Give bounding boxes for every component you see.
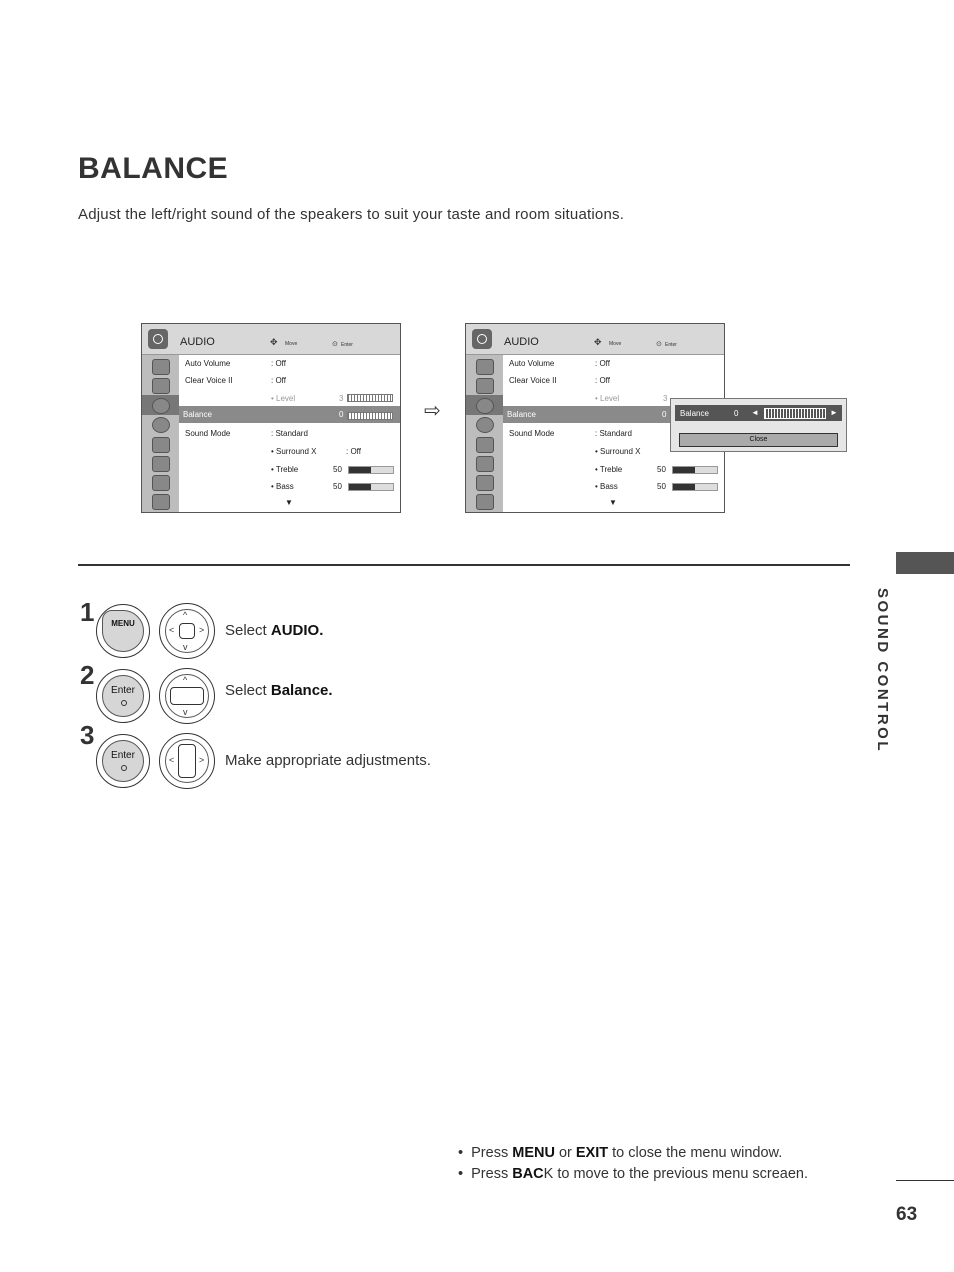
treble-bar-fill: [673, 467, 695, 473]
nav-pad-up-down[interactable]: [159, 668, 215, 724]
osd-sidebar: [142, 355, 179, 512]
section-divider: [78, 564, 850, 566]
scroll-down-icon: ▼: [609, 498, 617, 507]
scroll-down-icon: ▼: [285, 498, 293, 507]
step-text: Make appropriate adjustments.: [225, 752, 431, 769]
audio-icon: [152, 398, 170, 414]
treble-bar-fill: [349, 467, 371, 473]
speaker-icon: [472, 329, 492, 349]
osd-sub-label: • Surround X: [271, 447, 317, 456]
balance-popup: [670, 398, 847, 452]
step-number: 2: [80, 660, 95, 690]
right-arrow-icon[interactable]: ►: [830, 408, 838, 417]
balance-scale: [764, 408, 826, 419]
option-icon: [152, 437, 170, 453]
note-bold: EXIT: [575, 1145, 609, 1161]
step-1-text: [225, 622, 323, 639]
enter-button-label: Enter: [111, 685, 135, 696]
osd-screen-before: [141, 323, 401, 513]
step-2-text: [225, 682, 333, 699]
osd-sidebar: [466, 355, 503, 512]
enter-label: Enter: [665, 342, 677, 348]
osd-title: AUDIO: [504, 336, 539, 348]
osd-row-label: Balance: [507, 410, 536, 419]
bass-bar-fill: [349, 484, 371, 490]
level-scale: [347, 394, 393, 402]
osd-row-label: Clear Voice II: [185, 376, 233, 385]
menu-button[interactable]: [96, 604, 150, 658]
treble-bar: [672, 466, 718, 474]
osd-row-value: 0: [662, 410, 667, 419]
note-bold: BAC: [512, 1166, 544, 1182]
osd-row-label: Sound Mode: [185, 429, 231, 438]
note-text: to close the menu window.: [608, 1145, 783, 1161]
enter-button[interactable]: [96, 669, 150, 723]
enter-dot-icon: [121, 700, 127, 706]
section-tab-label: SOUND CONTROL: [874, 588, 891, 753]
down-chevron-icon: v: [183, 707, 188, 717]
close-button[interactable]: Close: [679, 433, 838, 447]
bass-bar-fill: [673, 484, 695, 490]
left-arrow-icon[interactable]: ◄: [751, 408, 759, 417]
osd-title: AUDIO: [180, 336, 215, 348]
step-text: Select: [225, 682, 271, 699]
osd-header: [142, 324, 400, 355]
usb-icon: [152, 494, 170, 510]
step-bold-text: AUDIO.: [270, 622, 324, 639]
bullet: •: [458, 1166, 464, 1182]
balance-adjust-bar[interactable]: [675, 405, 842, 421]
osd-row-label: Clear Voice II: [509, 376, 557, 385]
note-bold: MENU: [512, 1145, 555, 1161]
input-icon: [152, 475, 170, 491]
bass-bar: [348, 483, 394, 491]
move-icon: ✥: [270, 337, 278, 347]
nav-center: [178, 744, 196, 778]
osd-row-label: Auto Volume: [509, 359, 555, 368]
enter-label: Enter: [341, 342, 353, 348]
up-chevron-icon: ^: [183, 675, 188, 685]
step-number: 1: [80, 597, 95, 627]
osd-sub-label: • Level: [595, 394, 620, 403]
osd-sub-label: • Bass: [595, 482, 618, 491]
up-chevron-icon: ^: [183, 610, 188, 620]
move-label: Move: [609, 341, 622, 347]
left-chevron-icon: <: [169, 755, 175, 765]
speaker-icon: [148, 329, 168, 349]
note-text: K to move to the previous menu screaen.: [543, 1166, 809, 1182]
time-icon: [152, 417, 170, 433]
enter-icon: ⊙: [332, 341, 338, 348]
input-icon: [476, 475, 494, 491]
osd-sub-label: • Treble: [271, 465, 299, 474]
osd-row-value: : Off: [595, 376, 610, 385]
osd-row-label: Auto Volume: [185, 359, 231, 368]
audio-icon: [476, 398, 494, 414]
nav-pad-left-right[interactable]: [159, 733, 215, 789]
osd-sub-label: • Bass: [271, 482, 294, 491]
option-icon: [476, 437, 494, 453]
transition-arrow-icon: ⇨: [424, 400, 441, 422]
osd-sub-value: 3: [339, 394, 344, 403]
note-back: [458, 1166, 808, 1182]
popup-value: 0: [734, 409, 739, 418]
osd-sub-value: 50: [657, 482, 666, 491]
nav-center: [170, 687, 204, 705]
osd-row-value: : Standard: [595, 429, 632, 438]
nav-center: [179, 623, 195, 639]
intro-text: Adjust the left/right sound of the speakers to suit your taste and room situations.: [78, 206, 625, 223]
osd-sub-label: • Treble: [595, 465, 623, 474]
step-3-text: [225, 752, 431, 769]
time-icon: [476, 417, 494, 433]
usb-icon: [476, 494, 494, 510]
enter-button[interactable]: [96, 734, 150, 788]
osd-row-value: : Standard: [271, 429, 308, 438]
enter-button-face: [102, 675, 144, 717]
menu-button-label: MENU: [111, 619, 135, 628]
popup-label: Balance: [680, 409, 709, 418]
osd-sub-value: 50: [657, 465, 666, 474]
osd-header: [466, 324, 724, 355]
right-chevron-icon: >: [199, 625, 205, 635]
osd-sub-label: • Level: [271, 394, 296, 403]
picture-icon: [476, 359, 494, 375]
note-text: Press: [471, 1145, 513, 1161]
enter-button-label: Enter: [111, 750, 135, 761]
screen-icon: [476, 378, 494, 394]
enter-button-face: [102, 740, 144, 782]
page-number-rule: [896, 1180, 954, 1181]
step-number: 3: [80, 720, 95, 750]
treble-bar: [348, 466, 394, 474]
note-text: or: [554, 1145, 576, 1161]
lock-icon: [476, 456, 494, 472]
osd-sub-value: 50: [333, 465, 342, 474]
bullet: •: [458, 1145, 464, 1161]
osd-row-value: : Off: [595, 359, 610, 368]
page-number: 63: [896, 1204, 918, 1225]
osd-sub-label: • Surround X: [595, 447, 641, 456]
down-chevron-icon: v: [183, 642, 188, 652]
move-label: Move: [285, 341, 298, 347]
step-bold-text: Balance.: [270, 682, 333, 699]
osd-sub-value: 3: [663, 394, 668, 403]
bass-bar: [672, 483, 718, 491]
picture-icon: [152, 359, 170, 375]
right-chevron-icon: >: [199, 755, 205, 765]
menu-button-face: [102, 610, 144, 652]
left-chevron-icon: <: [169, 625, 175, 635]
enter-dot-icon: [121, 765, 127, 771]
enter-icon: ⊙: [656, 341, 662, 348]
section-tab-marker: [896, 552, 954, 574]
osd-row-value: : Off: [271, 376, 286, 385]
move-icon: ✥: [594, 337, 602, 347]
osd-row-label: Balance: [183, 410, 212, 419]
osd-sub-value: 50: [333, 482, 342, 491]
nav-pad-all-directions[interactable]: [159, 603, 215, 659]
step-text: Select: [225, 622, 271, 639]
note-text: Press: [471, 1166, 513, 1182]
lock-icon: [152, 456, 170, 472]
osd-row-label: Sound Mode: [509, 429, 555, 438]
note-menu-exit: [458, 1145, 782, 1161]
page-title: BALANCE: [78, 152, 229, 185]
screen-icon: [152, 378, 170, 394]
osd-sub-value: : Off: [346, 447, 361, 456]
osd-row-value: 0: [339, 410, 344, 419]
osd-row-value: : Off: [271, 359, 286, 368]
balance-scale: [347, 412, 393, 420]
